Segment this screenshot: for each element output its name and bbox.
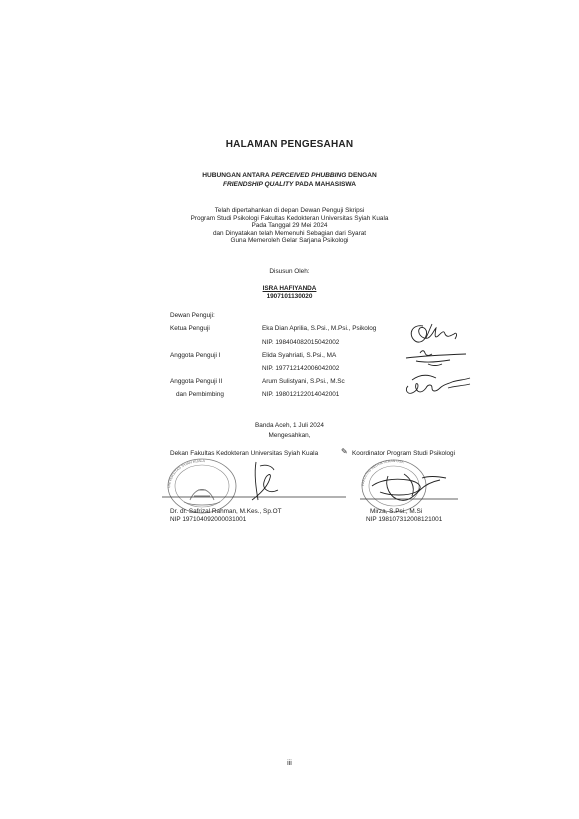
coordinator-title: Koordinator Program Studi Psikologi xyxy=(352,450,456,457)
statement-line: Pada Tanggal 29 Mei 2024 xyxy=(251,222,328,230)
thesis-title-line-2: FRIENDSHIP QUALITY PADA MAHASISWA xyxy=(222,181,357,188)
dean-stamp xyxy=(167,459,236,513)
examiner-signatures xyxy=(398,318,478,408)
examiners-heading: Dewan Penguji: xyxy=(170,312,215,319)
examiner-role: Anggota Penguji I xyxy=(170,352,221,359)
approval-label: Mengesahkan, xyxy=(268,432,311,439)
dean-name: Dr. dr. Safrizal Rahman, M.Kes., Sp.OT xyxy=(170,508,282,515)
coordinator-stamp-text: FAKULTAS KEDOKTERAN USK xyxy=(360,458,405,487)
examiner-nip: NIP. 198404082015042002 xyxy=(262,339,340,346)
dean-nip: NIP 197104092000031001 xyxy=(170,516,247,523)
statement-line: Guna Memeroleh Gelar Sarjana Psikologi xyxy=(230,237,349,245)
statement-line: Telah dipertahankan di depan Dewan Penguji Skripsi xyxy=(214,207,365,214)
examiner-name: Elida Syahriati, S.Psi., MA xyxy=(262,352,337,359)
examiner-nip: NIP. 198012122014042001 xyxy=(262,391,340,398)
examiner-name: Eka Dian Aprilia, S.Psi., M.Psi., Psikolog xyxy=(262,325,377,332)
dean-stamp-text: UNIVERSITAS SYIAH KUALA xyxy=(166,458,205,489)
signature-3 xyxy=(406,375,470,393)
place-date: Banda Aceh, 1 Juli 2024 xyxy=(255,422,324,429)
dean-stamp-and-signature xyxy=(160,456,350,516)
coordinator-stamp xyxy=(361,459,426,512)
pencil-mark-icon: ✎ xyxy=(341,447,348,456)
examiner-name: Arum Sulistyani, S.Psi., M.Sc xyxy=(262,378,345,385)
examiner-role: Ketua Penguji xyxy=(170,325,210,332)
dean-title: Dekan Fakultas Kedokteran Universitas Syiah Kuala xyxy=(170,450,319,457)
author-name: ISRA HAFIYANDA xyxy=(262,285,317,292)
coordinator-nip: NIP 198107312008121001 xyxy=(366,516,443,523)
author-nim: 1907101130020 xyxy=(266,293,313,300)
coordinator-signature xyxy=(372,474,446,500)
thesis-title-line-1: HUBUNGAN ANTARA PERCEIVED PHUBBING DENGAN xyxy=(202,172,377,179)
examiner-role: Anggota Penguji II xyxy=(170,378,223,385)
author-label: Disusun Oleh: xyxy=(269,268,310,275)
examiner-role-extra: dan Pembimbing xyxy=(176,391,224,398)
statement-line: dan Dinyatakan telah Memenuhi Sebagian dari Syarat xyxy=(212,229,367,237)
page-number: iii xyxy=(287,760,292,767)
signature-1 xyxy=(411,324,456,342)
dean-signature xyxy=(252,462,278,500)
statement-block xyxy=(0,207,579,245)
signature-2 xyxy=(406,351,466,366)
statement-line: Program Studi Psikologi Fakultas Kedokteran Universitas Syiah Kuala xyxy=(190,214,389,222)
examiner-nip: NIP. 197712142006042002 xyxy=(262,365,340,372)
coordinator-stamp-and-signature xyxy=(350,456,470,516)
page-title: HALAMAN PENGESAHAN xyxy=(225,139,354,150)
coordinator-name: Mirza, S.Psi., M.Si xyxy=(370,508,423,515)
